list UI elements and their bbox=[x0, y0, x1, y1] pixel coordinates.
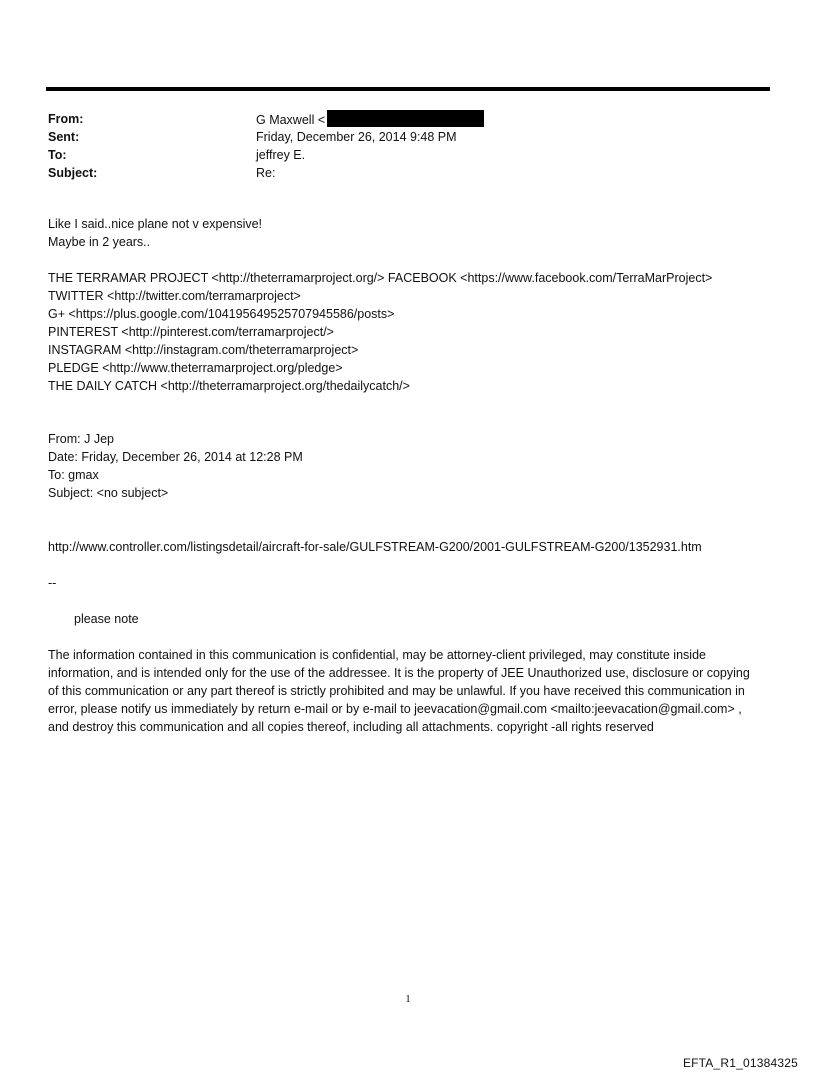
document-id: EFTA_R1_01384325 bbox=[682, 1056, 798, 1070]
email-header bbox=[48, 110, 768, 182]
signature-line: THE DAILY CATCH <http://theterramarproject.org/thedailycatch/> bbox=[48, 379, 410, 393]
note-block bbox=[74, 610, 799, 628]
signature-line: PINTEREST <http://pinterest.com/terramarproject/> bbox=[48, 325, 334, 339]
subject-label: Subject: bbox=[48, 166, 98, 180]
signature-block bbox=[48, 269, 773, 395]
quoted-from: From: J Jep bbox=[48, 432, 114, 446]
to-label: To: bbox=[48, 148, 67, 162]
body-line: Maybe in 2 years.. bbox=[48, 235, 151, 249]
body-line: Like I said..nice plane not v expensive! bbox=[48, 217, 263, 231]
from-row bbox=[48, 110, 768, 128]
from-value bbox=[256, 110, 484, 128]
sent-row bbox=[48, 128, 768, 146]
sent-label: Sent: bbox=[48, 130, 80, 144]
signature-line: TWITTER <http://twitter.com/terramarproject> bbox=[48, 289, 301, 303]
quoted-header bbox=[48, 430, 773, 502]
quoted-to: To: gmax bbox=[48, 468, 99, 482]
to-row bbox=[48, 146, 768, 164]
sent-value: Friday, December 26, 2014 9:48 PM bbox=[256, 130, 457, 144]
quoted-subject: Subject: <no subject> bbox=[48, 486, 169, 500]
quoted-link-block bbox=[48, 538, 773, 556]
note-text: please note bbox=[74, 612, 139, 626]
redaction-box bbox=[327, 110, 484, 127]
from-label: From: bbox=[48, 112, 84, 126]
quoted-link: http://www.controller.com/listingsdetail/aircraft-for-sale/GULFSTREAM-G200/2001-GULFSTREAM-G200/1352931.htm bbox=[48, 540, 702, 554]
signature-line: INSTAGRAM <http://instagram.com/theterramarproject> bbox=[48, 343, 359, 357]
separator bbox=[48, 574, 773, 592]
signature-line: G+ <https://plus.google.com/104195649525707945586/posts> bbox=[48, 307, 395, 321]
disclaimer-text: The information contained in this communication is confidential, may be attorney-client privileged, may constitute inside information, and is intended only for the use of the addressee. It is the property of JEE Unauthorized use, disclosure or copying of this communication or any part thereof is strictly prohibited and may be unlawful. If you have received this communication in error, please notify us immediately by return e-mail or by e-mail to jeevacation@gmail.com <mailto:jeevacation@gmail.com> , and destroy this communication and all copies thereof, including all attachments. copyright -all rights reserved bbox=[48, 648, 750, 734]
quoted-date: Date: Friday, December 26, 2014 at 12:28 PM bbox=[48, 450, 303, 464]
message-body bbox=[48, 215, 773, 251]
subject-value: Re: bbox=[256, 166, 276, 180]
subject-row bbox=[48, 164, 768, 182]
signature-line: PLEDGE <http://www.theterramarproject.org/pledge> bbox=[48, 361, 343, 375]
from-value-text: G Maxwell < bbox=[256, 113, 326, 127]
signature-line: THE TERRAMAR PROJECT <http://theterramarproject.org/> FACEBOOK <https://www.facebook.com/TerraMarProject> bbox=[48, 271, 713, 285]
separator-text: -- bbox=[48, 576, 57, 590]
page-number: 1 bbox=[405, 993, 411, 1005]
header-rule bbox=[46, 87, 770, 91]
disclaimer-block bbox=[48, 646, 760, 736]
to-value: jeffrey E. bbox=[256, 148, 306, 162]
